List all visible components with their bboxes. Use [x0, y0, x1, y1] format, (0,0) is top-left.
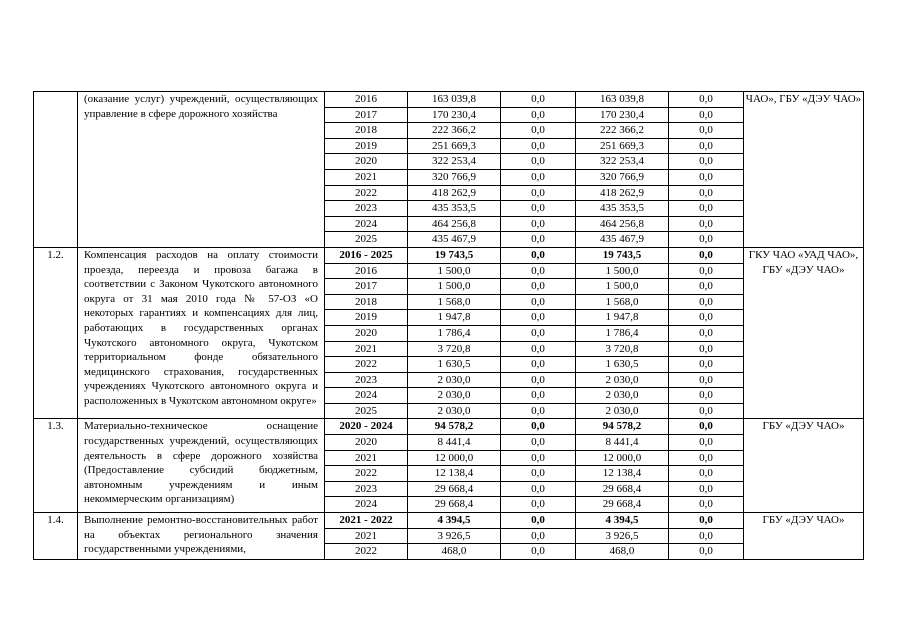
item-number: 1.2. [34, 247, 78, 419]
other-sources-column [669, 513, 744, 560]
federal-budget-cell: 0,0 [501, 264, 575, 280]
total-column [408, 419, 501, 513]
other-sources-column [669, 419, 744, 513]
total-cell: 19 743,5 [408, 248, 500, 264]
total-column [408, 513, 501, 560]
other-sources-cell: 0,0 [669, 186, 743, 202]
other-sources-cell: 0,0 [669, 139, 743, 155]
regional-budget-cell: 1 786,4 [576, 326, 668, 342]
regional-budget-cell: 8 441,4 [576, 435, 668, 451]
other-sources-cell: 0,0 [669, 482, 743, 498]
year-cell: 2025 [355, 233, 377, 246]
other-sources-cell: 0,0 [669, 264, 743, 280]
regional-budget-cell: 1 568,0 [576, 295, 668, 311]
total-cell: 464 256,8 [408, 217, 500, 233]
total-cell: 163 039,8 [408, 92, 500, 108]
federal-budget-cell: 0,0 [501, 435, 575, 451]
year-cell: 2023 [325, 482, 407, 498]
regional-budget-cell: 12 138,4 [576, 466, 668, 482]
regional-budget-column [576, 92, 669, 248]
total-cell: 1 568,0 [408, 295, 500, 311]
other-sources-cell: 0,0 [699, 233, 713, 246]
regional-budget-cell: 468,0 [609, 545, 635, 558]
year-cell: 2018 [325, 123, 407, 139]
year-column [325, 513, 408, 560]
regional-budget-cell: 19 743,5 [576, 248, 668, 264]
regional-budget-cell: 1 500,0 [576, 264, 668, 280]
other-sources-cell: 0,0 [669, 92, 743, 108]
other-sources-cell: 0,0 [669, 326, 743, 342]
federal-budget-cell: 0,0 [501, 139, 575, 155]
other-sources-cell: 0,0 [669, 373, 743, 389]
other-sources-cell: 0,0 [669, 388, 743, 404]
federal-budget-cell: 0,0 [531, 404, 545, 417]
federal-budget-cell: 0,0 [501, 248, 575, 264]
total-cell: 320 766,9 [408, 170, 500, 186]
regional-budget-cell: 29 668,4 [602, 498, 642, 511]
year-cell: 2024 [325, 388, 407, 404]
year-column [325, 247, 408, 419]
federal-budget-column [501, 92, 576, 248]
total-cell: 12 000,0 [408, 451, 500, 467]
table-body [34, 92, 864, 560]
regional-budget-cell: 322 253,4 [576, 154, 668, 170]
federal-budget-cell: 0,0 [501, 342, 575, 358]
regional-budget-cell: 2 030,0 [605, 404, 639, 417]
total-cell: 94 578,2 [408, 419, 500, 435]
regional-budget-column [576, 419, 669, 513]
other-sources-cell: 0,0 [699, 498, 713, 511]
regional-budget-cell: 3 926,5 [576, 529, 668, 545]
executor: ГБУ «ДЭУ ЧАО» [744, 419, 864, 513]
program-funding-table [33, 91, 864, 560]
federal-budget-cell: 0,0 [501, 451, 575, 467]
year-cell: 2022 [355, 545, 377, 558]
regional-budget-cell: 435 467,9 [600, 233, 644, 246]
federal-budget-column [501, 247, 576, 419]
regional-budget-column [576, 513, 669, 560]
federal-budget-cell: 0,0 [501, 154, 575, 170]
other-sources-cell: 0,0 [669, 154, 743, 170]
other-sources-cell: 0,0 [669, 435, 743, 451]
total-cell: 29 668,4 [408, 482, 500, 498]
other-sources-cell: 0,0 [669, 201, 743, 217]
other-sources-cell: 0,0 [669, 513, 743, 529]
year-cell: 2020 [325, 435, 407, 451]
other-sources-cell: 0,0 [669, 170, 743, 186]
other-sources-cell: 0,0 [669, 108, 743, 124]
year-cell: 2019 [325, 139, 407, 155]
total-cell: 1 947,8 [408, 310, 500, 326]
activity-description: Материально-техническое оснащение государственных учреждений, осуществляющих деятельность в сфере дорожного хозяйства (Предоставление субсидий бюджетным, автономным учреждениям и иным некоммерческим организациям) [78, 419, 325, 513]
other-sources-cell: 0,0 [669, 248, 743, 264]
total-cell: 1 500,0 [408, 279, 500, 295]
year-cell: 2021 [325, 451, 407, 467]
total-cell: 1 786,4 [408, 326, 500, 342]
total-cell: 251 669,3 [408, 139, 500, 155]
year-cell: 2017 [325, 108, 407, 124]
year-cell: 2016 [325, 264, 407, 280]
total-cell: 12 138,4 [408, 466, 500, 482]
federal-budget-cell: 0,0 [501, 310, 575, 326]
table-row [34, 92, 864, 248]
federal-budget-cell: 0,0 [501, 466, 575, 482]
executor: ЧАО», ГБУ «ДЭУ ЧАО» [744, 92, 864, 248]
activity-description: Компенсация расходов на оплату стоимости проезда, переезда и провоза багажа в соответствии с Законом Чукотского автономного округа от 31 мая 2010 года № 57-ОЗ «О некоторых гарантиях и компенсациях для лиц, работающих в государственных органах Чукотского автономного округа, Чукотском территориальном фонде обязательного медицинского страхования, государственных учреждениях Чукотского автономного округа и расположенных в Чукотском автономном округе» [78, 247, 325, 419]
federal-budget-cell: 0,0 [501, 201, 575, 217]
regional-budget-cell: 94 578,2 [576, 419, 668, 435]
other-sources-cell: 0,0 [669, 466, 743, 482]
total-cell: 435 467,9 [432, 233, 476, 246]
year-cell: 2016 [325, 92, 407, 108]
executor: ГКУ ЧАО «УАД ЧАО», ГБУ «ДЭУ ЧАО» [744, 247, 864, 419]
federal-budget-column [501, 513, 576, 560]
regional-budget-cell: 1 500,0 [576, 279, 668, 295]
federal-budget-cell: 0,0 [501, 419, 575, 435]
other-sources-cell: 0,0 [669, 529, 743, 545]
total-cell: 170 230,4 [408, 108, 500, 124]
other-sources-cell: 0,0 [669, 295, 743, 311]
other-sources-cell: 0,0 [669, 217, 743, 233]
federal-budget-column [501, 419, 576, 513]
executor: ГБУ «ДЭУ ЧАО» [744, 513, 864, 560]
year-cell: 2021 [325, 170, 407, 186]
year-cell: 2024 [325, 217, 407, 233]
total-cell: 3 720,8 [408, 342, 500, 358]
other-sources-cell: 0,0 [669, 419, 743, 435]
other-sources-cell: 0,0 [669, 279, 743, 295]
regional-budget-cell: 29 668,4 [576, 482, 668, 498]
year-cell: 2016 - 2025 [325, 248, 407, 264]
other-sources-cell: 0,0 [669, 342, 743, 358]
regional-budget-cell: 1 630,5 [576, 357, 668, 373]
federal-budget-cell: 0,0 [501, 326, 575, 342]
federal-budget-cell: 0,0 [501, 513, 575, 529]
total-cell: 2 030,0 [437, 404, 471, 417]
total-cell: 418 262,9 [408, 186, 500, 202]
item-number [34, 92, 78, 248]
federal-budget-cell: 0,0 [501, 529, 575, 545]
federal-budget-cell: 0,0 [501, 357, 575, 373]
total-cell: 2 030,0 [408, 388, 500, 404]
year-cell: 2024 [355, 498, 377, 511]
regional-budget-cell: 2 030,0 [576, 373, 668, 389]
year-cell: 2022 [325, 186, 407, 202]
total-cell: 1 500,0 [408, 264, 500, 280]
year-cell: 2021 [325, 529, 407, 545]
total-cell: 435 353,5 [408, 201, 500, 217]
federal-budget-cell: 0,0 [501, 388, 575, 404]
other-sources-cell: 0,0 [669, 451, 743, 467]
regional-budget-column [576, 247, 669, 419]
other-sources-cell: 0,0 [699, 404, 713, 417]
activity-description: (оказание услуг) учреждений, осуществляющих управление в сфере дорожного хозяйства [78, 92, 325, 248]
total-cell: 1 630,5 [408, 357, 500, 373]
federal-budget-cell: 0,0 [501, 217, 575, 233]
federal-budget-cell: 0,0 [501, 123, 575, 139]
year-cell: 2023 [325, 373, 407, 389]
federal-budget-cell: 0,0 [501, 108, 575, 124]
total-cell: 322 253,4 [408, 154, 500, 170]
total-cell: 8 441,4 [408, 435, 500, 451]
year-cell: 2021 - 2022 [325, 513, 407, 529]
year-column [325, 419, 408, 513]
year-cell: 2018 [325, 295, 407, 311]
total-cell: 4 394,5 [408, 513, 500, 529]
total-cell: 2 030,0 [408, 373, 500, 389]
total-column [408, 247, 501, 419]
federal-budget-cell: 0,0 [501, 482, 575, 498]
activity-description: Выполнение ремонтно-восстановительных работ на объектах регионального значения государственными учреждениями, [78, 513, 325, 560]
total-cell: 468,0 [441, 545, 467, 558]
regional-budget-cell: 4 394,5 [576, 513, 668, 529]
regional-budget-cell: 12 000,0 [576, 451, 668, 467]
year-cell: 2023 [325, 201, 407, 217]
item-number: 1.3. [34, 419, 78, 513]
other-sources-column [669, 247, 744, 419]
federal-budget-cell: 0,0 [501, 92, 575, 108]
regional-budget-cell: 418 262,9 [576, 186, 668, 202]
federal-budget-cell: 0,0 [531, 545, 545, 558]
year-cell: 2025 [355, 404, 377, 417]
year-cell: 2017 [325, 279, 407, 295]
federal-budget-cell: 0,0 [501, 295, 575, 311]
regional-budget-cell: 1 947,8 [576, 310, 668, 326]
federal-budget-cell: 0,0 [531, 498, 545, 511]
year-cell: 2022 [325, 466, 407, 482]
item-number: 1.4. [34, 513, 78, 560]
table-row [34, 513, 864, 560]
regional-budget-cell: 163 039,8 [576, 92, 668, 108]
regional-budget-cell: 251 669,3 [576, 139, 668, 155]
year-cell: 2021 [325, 342, 407, 358]
total-cell: 222 366,2 [408, 123, 500, 139]
total-cell: 3 926,5 [408, 529, 500, 545]
federal-budget-cell: 0,0 [531, 233, 545, 246]
regional-budget-cell: 170 230,4 [576, 108, 668, 124]
regional-budget-cell: 2 030,0 [576, 388, 668, 404]
regional-budget-cell: 320 766,9 [576, 170, 668, 186]
federal-budget-cell: 0,0 [501, 170, 575, 186]
federal-budget-cell: 0,0 [501, 373, 575, 389]
table-row [34, 247, 864, 419]
year-cell: 2019 [325, 310, 407, 326]
year-cell: 2020 [325, 326, 407, 342]
federal-budget-cell: 0,0 [501, 279, 575, 295]
other-sources-column [669, 92, 744, 248]
year-cell: 2020 - 2024 [325, 419, 407, 435]
other-sources-cell: 0,0 [669, 357, 743, 373]
total-cell: 29 668,4 [434, 498, 474, 511]
year-cell: 2022 [325, 357, 407, 373]
regional-budget-cell: 435 353,5 [576, 201, 668, 217]
other-sources-cell: 0,0 [669, 123, 743, 139]
year-cell: 2020 [325, 154, 407, 170]
year-column [325, 92, 408, 248]
table-row [34, 419, 864, 513]
total-column [408, 92, 501, 248]
other-sources-cell: 0,0 [699, 545, 713, 558]
regional-budget-cell: 222 366,2 [576, 123, 668, 139]
other-sources-cell: 0,0 [669, 310, 743, 326]
regional-budget-cell: 3 720,8 [576, 342, 668, 358]
regional-budget-cell: 464 256,8 [576, 217, 668, 233]
federal-budget-cell: 0,0 [501, 186, 575, 202]
